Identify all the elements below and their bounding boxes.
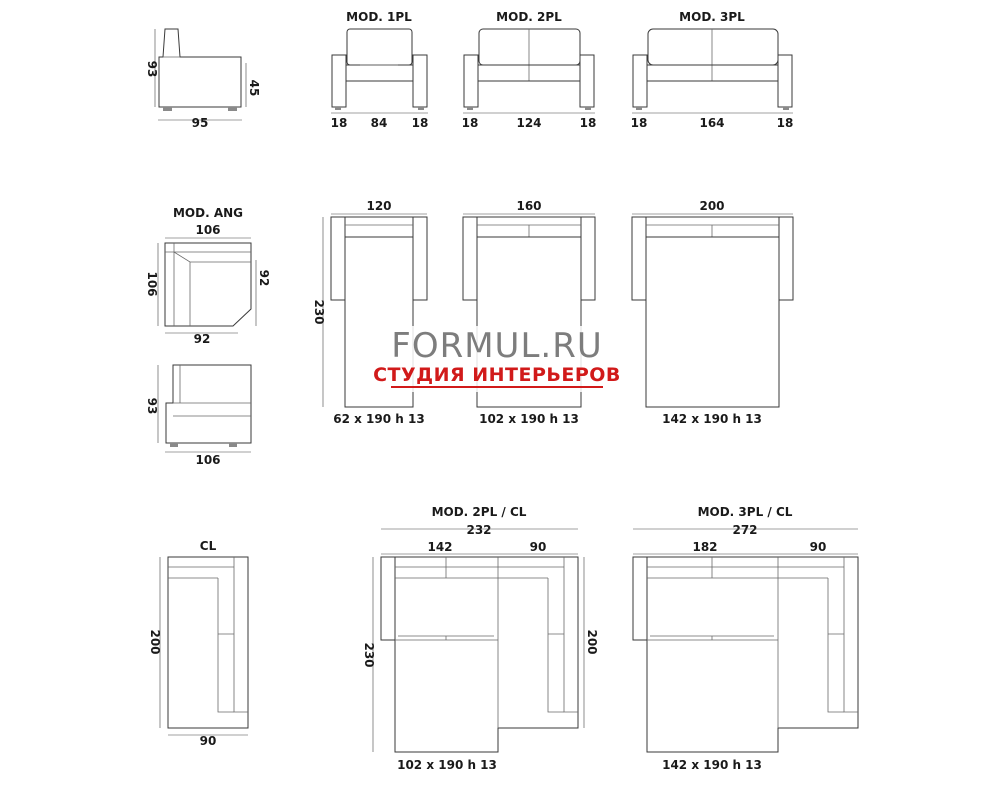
- mod-2pl-title: MOD. 2PL: [496, 10, 562, 24]
- mod-2pl-seat: 124: [516, 116, 542, 130]
- cl2-chaise: 90: [529, 540, 547, 554]
- bed-length: 230: [312, 299, 326, 325]
- cl3-sofa: 182: [692, 540, 718, 554]
- cl3-chaise: 90: [809, 540, 827, 554]
- mod-3pl-seat: 164: [699, 116, 725, 130]
- bed-2pl-width: 160: [516, 199, 542, 213]
- watermark-title: FORMUL.RU: [391, 326, 603, 366]
- mod-3pl-arm-right: 18: [776, 116, 794, 130]
- cl2-length: 230: [362, 642, 376, 668]
- cl-plan: [160, 557, 248, 735]
- mod-ang-bottom: 92: [193, 332, 211, 346]
- cl2-sofa: 142: [427, 540, 453, 554]
- mod-ang-left: 106: [145, 271, 159, 297]
- mod-ang-side-depth: 106: [195, 453, 221, 467]
- cl2-mattress: 102 x 190 h 13: [397, 758, 497, 772]
- mod-1pl-title: MOD. 1PL: [346, 10, 412, 24]
- bed-1pl-width: 120: [366, 199, 392, 213]
- mattress-2pl: 102 x 190 h 13: [479, 412, 579, 426]
- mod-1pl-seat: 84: [370, 116, 388, 130]
- side-depth-label: 95: [191, 116, 209, 130]
- mod-2pl-arm-right: 18: [579, 116, 597, 130]
- mattress-3pl: 142 x 190 h 13: [662, 412, 762, 426]
- side-view-sofa: [155, 29, 246, 120]
- mod-2pl-arm-left: 18: [461, 116, 479, 130]
- side-seat-label: 45: [247, 79, 261, 97]
- mod-3pl-front: [632, 29, 793, 113]
- mod-ang-right: 92: [257, 269, 271, 287]
- watermark: [373, 326, 621, 392]
- mod-ang-plan: [158, 238, 256, 333]
- mod-3pl-arm-left: 18: [630, 116, 648, 130]
- mod-2pl-cl-title: MOD. 2PL / CL: [431, 505, 527, 519]
- cl3-mattress: 142 x 190 h 13: [662, 758, 762, 772]
- bed-3pl-width: 200: [699, 199, 725, 213]
- cl-title: CL: [199, 539, 217, 553]
- mod-1pl-arm-left: 18: [330, 116, 348, 130]
- cl3-total: 272: [732, 523, 758, 537]
- cl2-total: 232: [466, 523, 492, 537]
- cl-width: 90: [199, 734, 217, 748]
- mod-ang-side-height: 93: [145, 397, 159, 415]
- mod-1pl-arm-right: 18: [411, 116, 429, 130]
- mod-3pl-title: MOD. 3PL: [679, 10, 745, 24]
- mod-3pl-cl-plan: [633, 554, 858, 752]
- mod-ang-title: MOD. ANG: [172, 206, 244, 220]
- mod-3pl-cl-title: MOD. 3PL / CL: [697, 505, 793, 519]
- bed-3pl-plan: [632, 214, 793, 407]
- cl-length: 200: [148, 629, 162, 655]
- mod-2pl-cl-plan: [373, 554, 584, 752]
- mod-ang-side: [158, 365, 251, 452]
- side-height-label: 93: [145, 60, 159, 78]
- mod-ang-top: 106: [195, 223, 221, 237]
- mod-2pl-front: [463, 29, 595, 113]
- cl2-chaise-length: 200: [585, 629, 599, 655]
- mod-1pl-front: [331, 29, 428, 113]
- watermark-subtitle: СТУДИЯ ИНТЕРЬЕРОВ: [373, 364, 621, 386]
- mattress-1pl: 62 x 190 h 13: [333, 412, 425, 426]
